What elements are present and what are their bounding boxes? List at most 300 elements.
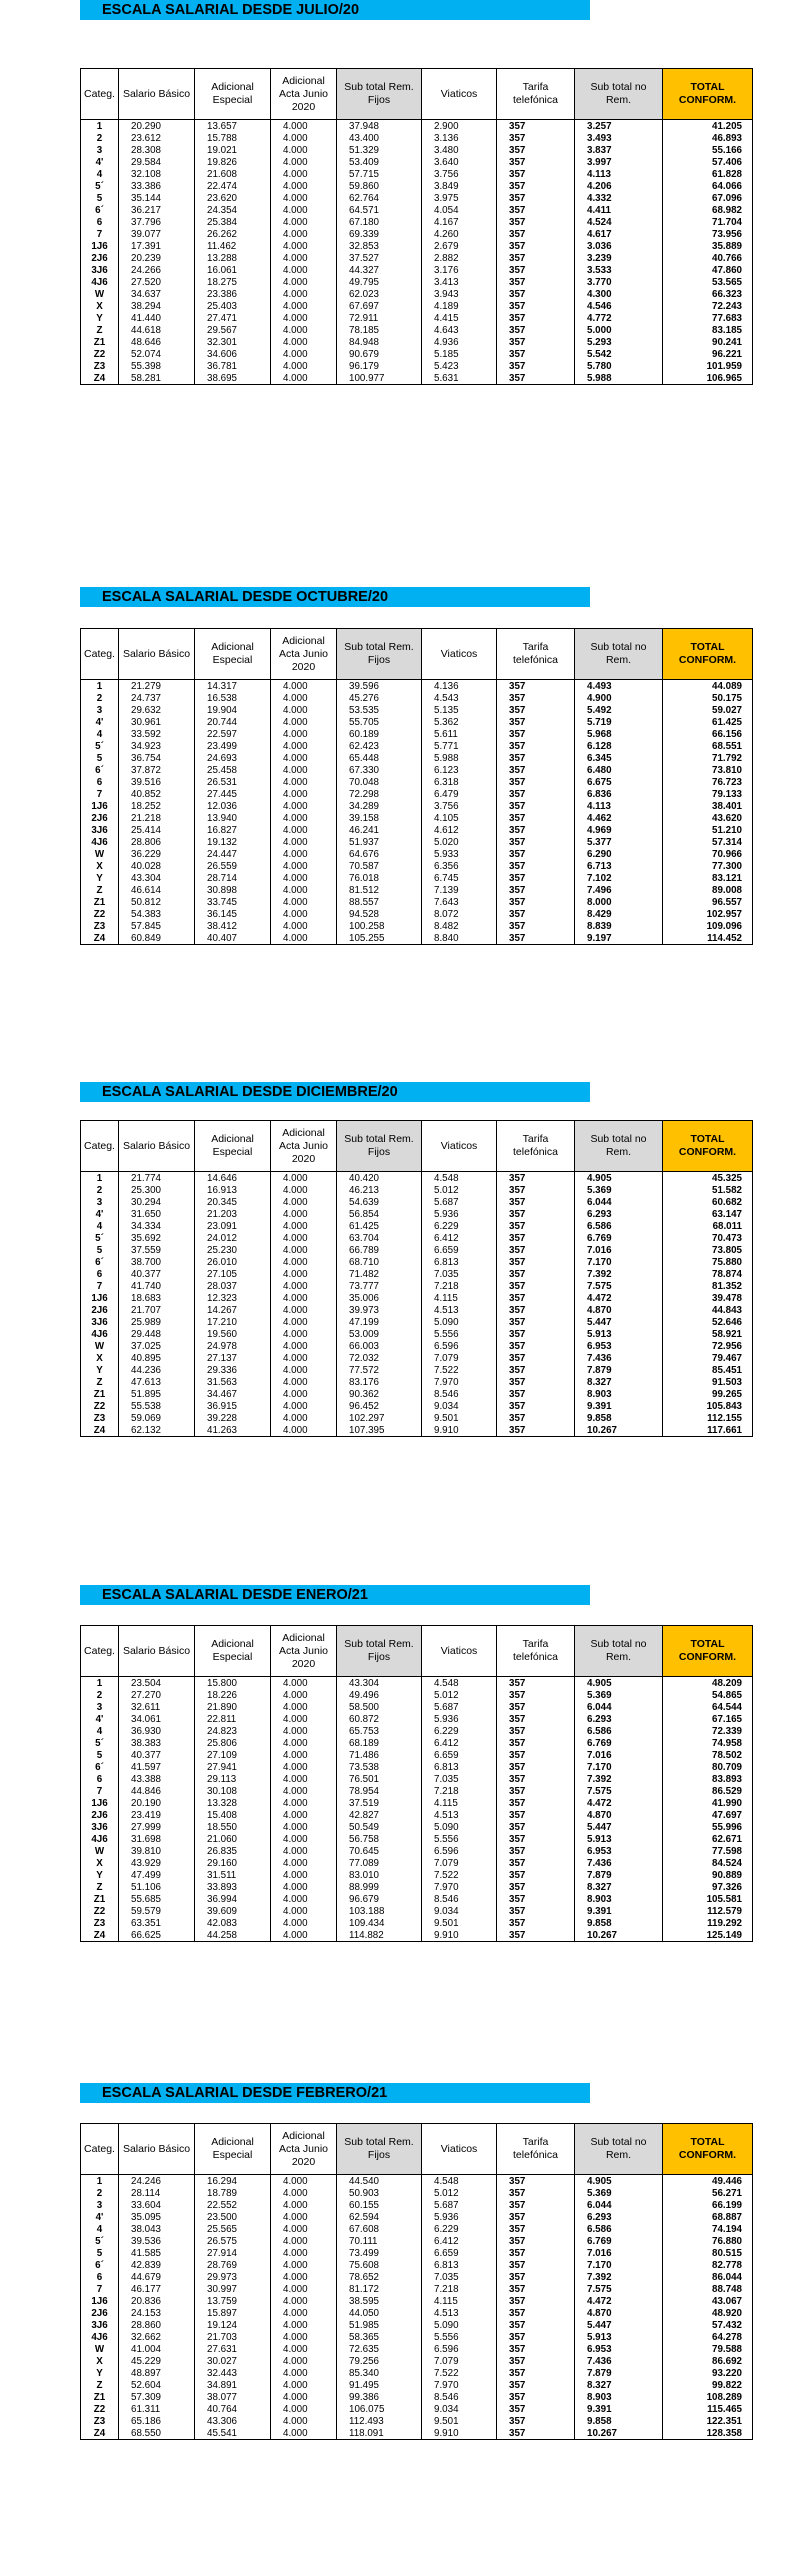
cell-subtotal-no-rem: 6.044 <box>575 2199 663 2211</box>
table-row <box>81 1184 753 1196</box>
cell-categ: Y <box>81 2367 119 2379</box>
cell-salario-basico: 44.618 <box>119 324 195 336</box>
cell-salario-basico: 35.692 <box>119 1232 195 1244</box>
cell-salario-basico: 59.069 <box>119 1412 195 1424</box>
cell-categ: 5 <box>81 2247 119 2259</box>
cell-adicional-acta: 4.000 <box>271 1316 337 1328</box>
cell-viaticos: 5.012 <box>422 1689 497 1701</box>
cell-adicional-especial: 25.565 <box>195 2223 271 2235</box>
cell-subtotal-rem: 67.697 <box>337 300 422 312</box>
cell-adicional-acta: 4.000 <box>271 1857 337 1869</box>
cell-adicional-especial: 43.306 <box>195 2415 271 2427</box>
cell-tarifa: 357 <box>497 1316 575 1328</box>
cell-total: 83.893 <box>663 1773 753 1785</box>
table-row <box>81 848 753 860</box>
cell-categ: X <box>81 860 119 872</box>
cell-viaticos: 5.423 <box>422 360 497 372</box>
cell-subtotal-no-rem: 6.586 <box>575 2223 663 2235</box>
cell-categ: Z2 <box>81 348 119 360</box>
cell-total: 75.880 <box>663 1256 753 1268</box>
cell-subtotal-no-rem: 6.769 <box>575 1232 663 1244</box>
header-adicional-especial: Adicional Especial <box>195 629 271 680</box>
header-categ: Categ. <box>81 629 119 680</box>
header-salario-basico: Salario Básico <box>119 1121 195 1172</box>
cell-adicional-acta: 4.000 <box>271 2247 337 2259</box>
cell-viaticos: 6.229 <box>422 1725 497 1737</box>
cell-adicional-especial: 19.560 <box>195 1328 271 1340</box>
cell-viaticos: 6.229 <box>422 2223 497 2235</box>
cell-salario-basico: 37.796 <box>119 216 195 228</box>
cell-subtotal-rem: 66.003 <box>337 1340 422 1352</box>
cell-categ: 3J6 <box>81 1821 119 1833</box>
cell-categ: W <box>81 2343 119 2355</box>
cell-subtotal-no-rem: 5.719 <box>575 716 663 728</box>
cell-total: 66.323 <box>663 288 753 300</box>
cell-total: 109.096 <box>663 920 753 932</box>
cell-salario-basico: 35.095 <box>119 2211 195 2223</box>
cell-adicional-acta: 4.000 <box>271 2355 337 2367</box>
table-row <box>81 1881 753 1893</box>
cell-subtotal-rem: 46.241 <box>337 824 422 836</box>
cell-categ: Z3 <box>81 1917 119 1929</box>
cell-categ: Z4 <box>81 1929 119 1942</box>
cell-adicional-especial: 19.021 <box>195 144 271 156</box>
cell-salario-basico: 30.294 <box>119 1196 195 1208</box>
cell-adicional-especial: 26.559 <box>195 860 271 872</box>
cell-adicional-especial: 34.606 <box>195 348 271 360</box>
cell-viaticos: 6.596 <box>422 1340 497 1352</box>
cell-viaticos: 6.412 <box>422 1737 497 1749</box>
cell-total: 90.889 <box>663 1869 753 1881</box>
cell-adicional-especial: 15.800 <box>195 1677 271 1690</box>
cell-subtotal-no-rem: 4.870 <box>575 1304 663 1316</box>
cell-subtotal-rem: 62.423 <box>337 740 422 752</box>
cell-subtotal-no-rem: 3.997 <box>575 156 663 168</box>
header-total: TOTAL CONFORM. <box>663 69 753 120</box>
table-row <box>81 1869 753 1881</box>
cell-adicional-acta: 4.000 <box>271 1196 337 1208</box>
cell-viaticos: 6.412 <box>422 2235 497 2247</box>
cell-subtotal-rem: 56.854 <box>337 1208 422 1220</box>
cell-categ: 6´ <box>81 2259 119 2271</box>
cell-adicional-acta: 4.000 <box>271 680 337 693</box>
cell-adicional-acta: 4.000 <box>271 1208 337 1220</box>
cell-salario-basico: 20.290 <box>119 120 195 133</box>
cell-categ: Z4 <box>81 932 119 945</box>
cell-adicional-acta: 4.000 <box>271 252 337 264</box>
cell-viaticos: 6.659 <box>422 1244 497 1256</box>
cell-subtotal-no-rem: 7.879 <box>575 2367 663 2379</box>
cell-tarifa: 357 <box>497 192 575 204</box>
cell-subtotal-rem: 51.329 <box>337 144 422 156</box>
cell-subtotal-no-rem: 6.836 <box>575 788 663 800</box>
cell-categ: Y <box>81 312 119 324</box>
cell-tarifa: 357 <box>497 1809 575 1821</box>
cell-adicional-especial: 21.890 <box>195 1701 271 1713</box>
cell-subtotal-rem: 62.594 <box>337 2211 422 2223</box>
table-row <box>81 168 753 180</box>
cell-categ: 5´ <box>81 180 119 192</box>
cell-adicional-especial: 14.267 <box>195 1304 271 1316</box>
cell-viaticos: 4.936 <box>422 336 497 348</box>
cell-total: 122.351 <box>663 2415 753 2427</box>
cell-subtotal-rem: 83.010 <box>337 1869 422 1881</box>
table-row <box>81 1400 753 1412</box>
cell-total: 73.805 <box>663 1244 753 1256</box>
cell-subtotal-no-rem: 7.436 <box>575 1352 663 1364</box>
cell-viaticos: 4.513 <box>422 2307 497 2319</box>
cell-adicional-especial: 24.978 <box>195 1340 271 1352</box>
cell-total: 112.579 <box>663 1905 753 1917</box>
cell-total: 63.147 <box>663 1208 753 1220</box>
table-row <box>81 204 753 216</box>
cell-salario-basico: 28.308 <box>119 144 195 156</box>
table-row <box>81 1713 753 1725</box>
cell-adicional-acta: 4.000 <box>271 192 337 204</box>
cell-salario-basico: 20.239 <box>119 252 195 264</box>
cell-subtotal-rem: 60.872 <box>337 1713 422 1725</box>
cell-categ: 5´ <box>81 2235 119 2247</box>
cell-viaticos: 6.318 <box>422 776 497 788</box>
cell-adicional-especial: 24.354 <box>195 204 271 216</box>
table-row <box>81 1929 753 1942</box>
cell-categ: Z1 <box>81 2391 119 2403</box>
cell-adicional-acta: 4.000 <box>271 1893 337 1905</box>
cell-salario-basico: 36.754 <box>119 752 195 764</box>
cell-categ: Z2 <box>81 2403 119 2415</box>
cell-adicional-especial: 24.012 <box>195 1232 271 1244</box>
cell-salario-basico: 37.559 <box>119 1244 195 1256</box>
cell-subtotal-no-rem: 9.391 <box>575 1905 663 1917</box>
cell-categ: W <box>81 288 119 300</box>
cell-subtotal-no-rem: 5.447 <box>575 1821 663 1833</box>
cell-subtotal-no-rem: 4.546 <box>575 300 663 312</box>
cell-categ: 1 <box>81 1172 119 1185</box>
cell-tarifa: 357 <box>497 300 575 312</box>
cell-total: 79.467 <box>663 1352 753 1364</box>
cell-viaticos: 5.988 <box>422 752 497 764</box>
cell-salario-basico: 51.895 <box>119 1388 195 1400</box>
cell-subtotal-no-rem: 7.496 <box>575 884 663 896</box>
section-title: ESCALA SALARIAL DESDE ENERO/21 <box>80 1585 590 1605</box>
cell-viaticos: 5.687 <box>422 2199 497 2211</box>
cell-subtotal-no-rem: 4.411 <box>575 204 663 216</box>
cell-subtotal-rem: 114.882 <box>337 1929 422 1942</box>
cell-total: 117.661 <box>663 1424 753 1437</box>
table-row <box>81 228 753 240</box>
cell-salario-basico: 38.383 <box>119 1737 195 1749</box>
cell-subtotal-rem: 112.493 <box>337 2415 422 2427</box>
table-row <box>81 2271 753 2283</box>
cell-tarifa: 357 <box>497 156 575 168</box>
cell-subtotal-rem: 70.048 <box>337 776 422 788</box>
cell-adicional-especial: 19.132 <box>195 836 271 848</box>
cell-salario-basico: 33.604 <box>119 2199 195 2211</box>
cell-subtotal-no-rem: 4.969 <box>575 824 663 836</box>
cell-viaticos: 4.543 <box>422 692 497 704</box>
cell-salario-basico: 25.300 <box>119 1184 195 1196</box>
cell-salario-basico: 21.707 <box>119 1304 195 1316</box>
cell-subtotal-rem: 77.572 <box>337 1364 422 1376</box>
cell-subtotal-rem: 49.496 <box>337 1689 422 1701</box>
cell-tarifa: 357 <box>497 908 575 920</box>
table-row <box>81 156 753 168</box>
cell-adicional-especial: 27.471 <box>195 312 271 324</box>
cell-adicional-especial: 27.137 <box>195 1352 271 1364</box>
cell-adicional-especial: 18.789 <box>195 2187 271 2199</box>
cell-subtotal-rem: 90.362 <box>337 1388 422 1400</box>
cell-adicional-acta: 4.000 <box>271 848 337 860</box>
cell-total: 48.920 <box>663 2307 753 2319</box>
table-row <box>81 216 753 228</box>
header-subtotal-no-rem: Sub total no Rem. <box>575 69 663 120</box>
cell-adicional-especial: 16.913 <box>195 1184 271 1196</box>
header-total: TOTAL CONFORM. <box>663 2124 753 2175</box>
cell-total: 102.957 <box>663 908 753 920</box>
cell-salario-basico: 28.860 <box>119 2319 195 2331</box>
cell-subtotal-no-rem: 5.000 <box>575 324 663 336</box>
cell-adicional-acta: 4.000 <box>271 2187 337 2199</box>
cell-subtotal-no-rem: 6.345 <box>575 752 663 764</box>
cell-salario-basico: 60.849 <box>119 932 195 945</box>
cell-subtotal-no-rem: 5.369 <box>575 1184 663 1196</box>
header-adicional-acta: Adicional Acta Junio 2020 <box>271 1626 337 1677</box>
cell-tarifa: 357 <box>497 2403 575 2415</box>
cell-salario-basico: 46.177 <box>119 2283 195 2295</box>
cell-subtotal-rem: 72.032 <box>337 1352 422 1364</box>
cell-subtotal-no-rem: 6.044 <box>575 1196 663 1208</box>
cell-total: 62.671 <box>663 1833 753 1845</box>
cell-viaticos: 7.522 <box>422 2367 497 2379</box>
cell-categ: 4J6 <box>81 2331 119 2343</box>
cell-viaticos: 9.034 <box>422 2403 497 2415</box>
cell-adicional-especial: 16.294 <box>195 2175 271 2188</box>
cell-tarifa: 357 <box>497 2247 575 2259</box>
cell-adicional-acta: 4.000 <box>271 1749 337 1761</box>
cell-tarifa: 357 <box>497 716 575 728</box>
cell-subtotal-no-rem: 5.492 <box>575 704 663 716</box>
cell-adicional-acta: 4.000 <box>271 920 337 932</box>
cell-tarifa: 357 <box>497 788 575 800</box>
cell-subtotal-rem: 72.635 <box>337 2343 422 2355</box>
cell-tarifa: 357 <box>497 812 575 824</box>
cell-viaticos: 5.090 <box>422 1821 497 1833</box>
cell-viaticos: 4.548 <box>422 1172 497 1185</box>
cell-adicional-especial: 19.124 <box>195 2319 271 2331</box>
table-row <box>81 1340 753 1352</box>
cell-viaticos: 4.115 <box>422 1292 497 1304</box>
cell-total: 48.209 <box>663 1677 753 1690</box>
table-row <box>81 2331 753 2343</box>
cell-tarifa: 357 <box>497 1220 575 1232</box>
table-row <box>81 1196 753 1208</box>
table-row <box>81 300 753 312</box>
table-row <box>81 2175 753 2188</box>
table-row <box>81 348 753 360</box>
section-title: ESCALA SALARIAL DESDE FEBRERO/21 <box>80 2083 590 2103</box>
cell-viaticos: 3.413 <box>422 276 497 288</box>
cell-total: 45.325 <box>663 1172 753 1185</box>
cell-adicional-acta: 4.000 <box>271 1713 337 1725</box>
cell-subtotal-no-rem: 5.780 <box>575 360 663 372</box>
cell-viaticos: 5.090 <box>422 1316 497 1328</box>
cell-tarifa: 357 <box>497 2259 575 2271</box>
cell-subtotal-no-rem: 7.879 <box>575 1869 663 1881</box>
cell-tarifa: 357 <box>497 2379 575 2391</box>
cell-adicional-acta: 4.000 <box>271 1328 337 1340</box>
cell-total: 52.646 <box>663 1316 753 1328</box>
cell-total: 67.165 <box>663 1713 753 1725</box>
cell-subtotal-rem: 44.540 <box>337 2175 422 2188</box>
cell-viaticos: 4.105 <box>422 812 497 824</box>
cell-salario-basico: 27.999 <box>119 1821 195 1833</box>
cell-viaticos: 9.034 <box>422 1905 497 1917</box>
table-row <box>81 324 753 336</box>
cell-salario-basico: 66.625 <box>119 1929 195 1942</box>
table-row <box>81 2223 753 2235</box>
cell-total: 84.524 <box>663 1857 753 1869</box>
cell-salario-basico: 39.077 <box>119 228 195 240</box>
cell-tarifa: 357 <box>497 692 575 704</box>
cell-salario-basico: 62.132 <box>119 1424 195 1437</box>
table-row <box>81 836 753 848</box>
cell-subtotal-no-rem: 5.447 <box>575 1316 663 1328</box>
cell-subtotal-no-rem: 7.575 <box>575 1280 663 1292</box>
table-row <box>81 2403 753 2415</box>
cell-salario-basico: 28.114 <box>119 2187 195 2199</box>
cell-categ: Y <box>81 1364 119 1376</box>
cell-salario-basico: 40.852 <box>119 788 195 800</box>
cell-subtotal-rem: 53.409 <box>337 156 422 168</box>
cell-tarifa: 357 <box>497 240 575 252</box>
cell-viaticos: 5.687 <box>422 1196 497 1208</box>
section-title: ESCALA SALARIAL DESDE OCTUBRE/20 <box>80 587 590 607</box>
cell-subtotal-rem: 58.365 <box>337 2331 422 2343</box>
cell-adicional-acta: 4.000 <box>271 1304 337 1316</box>
header-adicional-acta: Adicional Acta Junio 2020 <box>271 69 337 120</box>
cell-adicional-acta: 4.000 <box>271 872 337 884</box>
cell-viaticos: 8.546 <box>422 1893 497 1905</box>
cell-categ: 5 <box>81 192 119 204</box>
cell-viaticos: 5.556 <box>422 2331 497 2343</box>
cell-subtotal-rem: 43.400 <box>337 132 422 144</box>
cell-subtotal-no-rem: 4.772 <box>575 312 663 324</box>
cell-viaticos: 7.218 <box>422 1785 497 1797</box>
cell-total: 115.465 <box>663 2403 753 2415</box>
cell-salario-basico: 57.309 <box>119 2391 195 2403</box>
cell-subtotal-no-rem: 4.206 <box>575 180 663 192</box>
cell-total: 46.893 <box>663 132 753 144</box>
cell-adicional-especial: 44.258 <box>195 1929 271 1942</box>
table-row <box>81 1232 753 1244</box>
cell-viaticos: 4.415 <box>422 312 497 324</box>
cell-subtotal-no-rem: 4.472 <box>575 1292 663 1304</box>
cell-viaticos: 5.556 <box>422 1328 497 1340</box>
table-row <box>81 1845 753 1857</box>
cell-subtotal-no-rem: 3.837 <box>575 144 663 156</box>
cell-tarifa: 357 <box>497 1328 575 1340</box>
table-row <box>81 884 753 896</box>
cell-salario-basico: 33.386 <box>119 180 195 192</box>
table-row <box>81 132 753 144</box>
cell-subtotal-no-rem: 7.016 <box>575 1749 663 1761</box>
cell-viaticos: 3.943 <box>422 288 497 300</box>
cell-adicional-acta: 4.000 <box>271 812 337 824</box>
cell-adicional-especial: 42.083 <box>195 1917 271 1929</box>
cell-adicional-acta: 4.000 <box>271 1701 337 1713</box>
cell-categ: X <box>81 300 119 312</box>
cell-tarifa: 357 <box>497 728 575 740</box>
cell-total: 88.748 <box>663 2283 753 2295</box>
cell-subtotal-rem: 67.608 <box>337 2223 422 2235</box>
cell-categ: 1 <box>81 2175 119 2188</box>
cell-salario-basico: 55.538 <box>119 1400 195 1412</box>
cell-adicional-especial: 27.109 <box>195 1749 271 1761</box>
cell-tarifa: 357 <box>497 1376 575 1388</box>
cell-categ: 6 <box>81 216 119 228</box>
cell-adicional-especial: 30.108 <box>195 1785 271 1797</box>
header-tarifa: Tarifa telefónica <box>497 629 575 680</box>
cell-subtotal-no-rem: 5.293 <box>575 336 663 348</box>
cell-total: 96.557 <box>663 896 753 908</box>
cell-tarifa: 357 <box>497 1400 575 1412</box>
cell-adicional-especial: 33.893 <box>195 1881 271 1893</box>
cell-tarifa: 357 <box>497 2187 575 2199</box>
cell-tarifa: 357 <box>497 1869 575 1881</box>
table-header-row <box>81 2124 753 2175</box>
cell-tarifa: 357 <box>497 860 575 872</box>
cell-categ: Z <box>81 2379 119 2391</box>
table-row <box>81 1316 753 1328</box>
table-row <box>81 1749 753 1761</box>
table-row <box>81 2211 753 2223</box>
table-row <box>81 1220 753 1232</box>
cell-viaticos: 5.611 <box>422 728 497 740</box>
table-row <box>81 360 753 372</box>
table-row <box>81 908 753 920</box>
cell-salario-basico: 36.217 <box>119 204 195 216</box>
cell-subtotal-rem: 106.075 <box>337 2403 422 2415</box>
table-row <box>81 2187 753 2199</box>
cell-salario-basico: 38.294 <box>119 300 195 312</box>
cell-adicional-acta: 4.000 <box>271 1424 337 1437</box>
cell-total: 43.620 <box>663 812 753 824</box>
cell-tarifa: 357 <box>497 2223 575 2235</box>
cell-total: 49.446 <box>663 2175 753 2188</box>
cell-viaticos: 6.813 <box>422 1761 497 1773</box>
table-row <box>81 800 753 812</box>
cell-adicional-especial: 26.262 <box>195 228 271 240</box>
cell-subtotal-rem: 51.937 <box>337 836 422 848</box>
cell-total: 106.965 <box>663 372 753 385</box>
cell-tarifa: 357 <box>497 1364 575 1376</box>
cell-tarifa: 357 <box>497 204 575 216</box>
cell-adicional-acta: 4.000 <box>271 716 337 728</box>
cell-categ: Y <box>81 872 119 884</box>
cell-total: 73.956 <box>663 228 753 240</box>
table-row <box>81 192 753 204</box>
cell-viaticos: 2.679 <box>422 240 497 252</box>
table-header-row <box>81 629 753 680</box>
salary-table <box>80 1120 753 1437</box>
cell-subtotal-no-rem: 6.713 <box>575 860 663 872</box>
cell-salario-basico: 18.683 <box>119 1292 195 1304</box>
cell-adicional-acta: 4.000 <box>271 1737 337 1749</box>
cell-categ: Z <box>81 884 119 896</box>
cell-adicional-especial: 21.203 <box>195 1208 271 1220</box>
cell-subtotal-no-rem: 6.675 <box>575 776 663 788</box>
table-row <box>81 728 753 740</box>
